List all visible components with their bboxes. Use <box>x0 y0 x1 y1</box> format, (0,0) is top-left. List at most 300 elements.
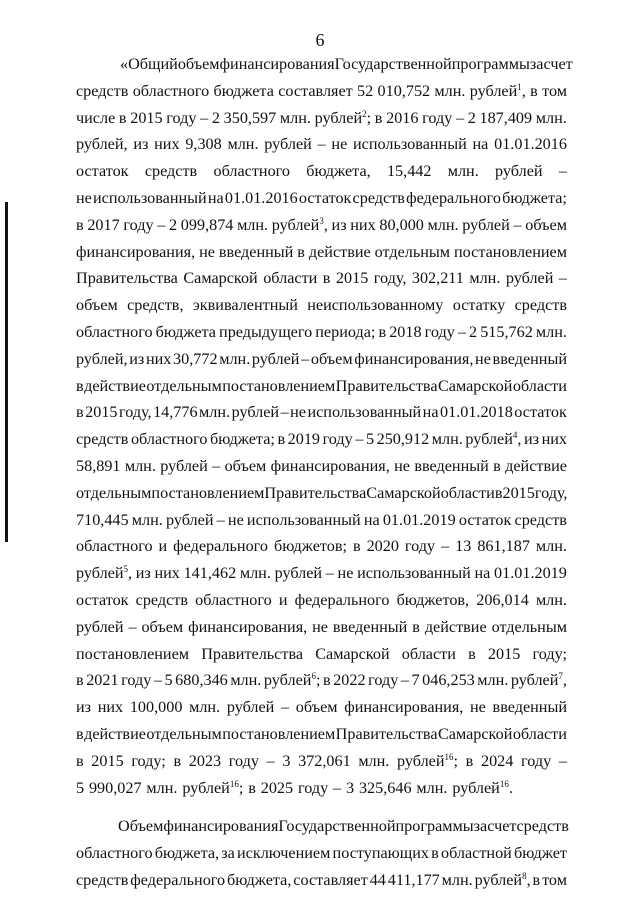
word: году <box>368 671 399 690</box>
word: остаток <box>76 162 129 181</box>
text-line <box>76 614 567 641</box>
word: в <box>494 483 503 502</box>
footnote-marker: 5 <box>123 564 129 575</box>
word: федерального <box>173 537 269 556</box>
word: отдельным <box>76 483 152 502</box>
word: Самарской <box>437 724 513 743</box>
word: в <box>532 870 541 889</box>
word: – <box>441 537 450 556</box>
word: 2015 <box>130 108 163 127</box>
word: остаток <box>458 510 512 529</box>
word: из <box>523 430 540 449</box>
word: финансирования, <box>354 349 474 368</box>
word: в <box>468 644 476 663</box>
word: Самарской <box>437 376 513 395</box>
word: – <box>200 108 209 127</box>
footnote-marker: 1 <box>517 81 522 92</box>
word: млн. <box>427 215 459 234</box>
word: в <box>76 403 84 422</box>
word: объем <box>295 698 338 717</box>
word: из <box>133 135 149 154</box>
word: средств <box>76 81 129 100</box>
word: использованный <box>353 135 467 154</box>
word: рублей <box>505 269 554 288</box>
text-line <box>76 775 567 802</box>
word: Государственной <box>334 55 452 73</box>
word: Правительства <box>201 644 304 663</box>
word: рублей$^5$, <box>76 564 133 583</box>
text-line <box>76 641 567 668</box>
word: них <box>97 698 124 717</box>
word: федерального <box>406 188 501 207</box>
word: областного <box>130 430 208 449</box>
word: использованный <box>307 403 422 422</box>
word: остаток <box>514 403 567 422</box>
word: – <box>400 671 409 690</box>
word: областного <box>76 844 153 863</box>
text-line <box>76 840 567 867</box>
word: млн. <box>477 671 509 690</box>
word: в <box>530 81 538 100</box>
text-line <box>76 319 567 346</box>
word: неиспользованному <box>307 296 444 315</box>
word: области <box>401 644 456 663</box>
word: отдельным <box>491 617 567 636</box>
word: 990,027 <box>88 778 142 797</box>
text-line <box>76 507 567 534</box>
word: – <box>157 215 166 234</box>
word: млн. <box>124 456 156 475</box>
word: в <box>374 108 383 127</box>
word: бюджета, <box>227 870 292 889</box>
word: в <box>322 671 331 690</box>
text-line <box>76 533 567 560</box>
word: том <box>542 81 567 100</box>
word: финансирования <box>163 817 279 836</box>
word: 350,597 <box>223 108 277 127</box>
word: году <box>166 108 197 127</box>
word: счет <box>543 55 573 73</box>
word: 9,308 <box>185 135 222 154</box>
word: Самарской <box>315 644 390 663</box>
word: постановлением <box>222 376 336 395</box>
word: млн. <box>358 751 390 770</box>
text-line <box>76 480 567 507</box>
paragraph <box>76 51 573 801</box>
word: бюджета <box>155 322 216 341</box>
word: финансирования <box>219 55 335 73</box>
word: 2025 <box>260 778 294 797</box>
word: рублей, <box>76 135 128 154</box>
word: не <box>337 564 354 583</box>
word: объем <box>141 617 184 636</box>
word: рублей$^2$; <box>314 108 372 127</box>
word: 099,874 <box>180 215 234 234</box>
word: на <box>363 510 380 529</box>
word: средств <box>514 510 567 529</box>
word: исключением <box>237 844 331 863</box>
text-line <box>76 78 567 105</box>
word: остаток <box>298 188 352 207</box>
word: – <box>325 564 334 583</box>
text-line <box>76 694 567 721</box>
word: действие <box>424 617 487 636</box>
word: – <box>355 430 364 449</box>
word: млн. <box>431 430 463 449</box>
word: средств <box>144 162 198 181</box>
word: средств <box>76 870 129 889</box>
word: средств, <box>127 296 184 315</box>
footnote-marker: 2 <box>362 108 367 119</box>
word: постановлением <box>222 724 336 743</box>
word: 710,445 <box>76 510 129 529</box>
text-line <box>76 158 567 185</box>
word: млн. <box>469 269 501 288</box>
word: млн. <box>447 162 479 181</box>
text-line <box>76 867 567 894</box>
word: из <box>331 215 347 234</box>
word: млн. <box>230 671 262 690</box>
text-line <box>76 748 567 775</box>
word: – <box>153 671 162 690</box>
word: федерального <box>294 590 390 609</box>
word: 861,187 <box>477 537 530 556</box>
word: рублей <box>226 698 275 717</box>
footnote-marker: 3 <box>319 215 324 226</box>
word: федерального <box>130 870 226 889</box>
footnote-marker: 4 <box>512 430 518 441</box>
word: них <box>154 135 180 154</box>
text-line <box>76 292 567 319</box>
word: году, <box>534 483 568 502</box>
word: Правительства <box>264 483 367 502</box>
word: – <box>513 215 522 234</box>
word: 2 <box>169 215 178 234</box>
word: 411,177 <box>387 870 440 889</box>
word: действие <box>84 724 146 743</box>
word: – <box>266 751 275 770</box>
text-line <box>76 346 567 373</box>
word: 14,776 <box>153 403 198 422</box>
word: них <box>541 430 567 449</box>
word: в <box>277 430 286 449</box>
word: году <box>422 108 453 127</box>
word: на <box>422 403 439 422</box>
word: за <box>529 55 544 73</box>
word: в <box>248 778 256 797</box>
word: них <box>154 564 180 583</box>
word: действие <box>308 242 371 261</box>
word: 13 <box>455 537 472 556</box>
word: – <box>333 778 342 797</box>
word: поступающих <box>332 844 429 863</box>
word: составляет <box>278 81 353 100</box>
word: финансирования, <box>76 242 196 261</box>
footnote-marker: 8 <box>522 870 527 881</box>
word: финансирования, <box>270 456 390 475</box>
word: рублей$^6$; <box>263 671 321 690</box>
word: году <box>322 430 353 449</box>
page-number: 6 <box>315 30 325 50</box>
word: 2015 <box>487 644 521 663</box>
word: 3 <box>282 751 291 770</box>
word: 2015 <box>502 483 535 502</box>
word: средств <box>352 188 405 207</box>
word: 2015 <box>335 269 369 288</box>
word: введенный <box>218 242 294 261</box>
word: 2023 <box>188 751 222 770</box>
word: рублей <box>231 403 280 422</box>
word: 302,211 <box>411 269 464 288</box>
word: 2 <box>467 108 476 127</box>
word: рублей <box>76 617 124 636</box>
word: рублей$^3$, <box>271 215 328 234</box>
word: 2024 <box>480 751 514 770</box>
word: рублей$^4$, <box>465 430 522 449</box>
word: – <box>212 456 221 475</box>
word: не <box>475 349 491 368</box>
word: предыдущего <box>219 322 313 341</box>
word: средств <box>135 590 189 609</box>
word: Правительства <box>335 376 438 395</box>
word: рублей <box>251 349 300 368</box>
word: не <box>227 510 244 529</box>
word: 7 <box>411 671 420 690</box>
word: млн. <box>535 590 567 609</box>
word: 2017 <box>87 215 120 234</box>
word: объем <box>310 349 353 368</box>
word: составляет <box>293 870 368 889</box>
word: 2021 <box>86 671 119 690</box>
word: 2 <box>211 108 220 127</box>
word: млн. <box>146 778 178 797</box>
word: Государственной <box>278 817 396 836</box>
word: не <box>199 242 215 261</box>
word: и <box>158 537 168 556</box>
word: млн. <box>434 81 466 100</box>
word: Правительства <box>76 269 178 288</box>
word: областного <box>213 162 291 181</box>
word: 2016 <box>386 108 419 127</box>
word: финансирования, <box>344 698 464 717</box>
word: 2 <box>469 322 478 341</box>
word: на <box>472 135 489 154</box>
word: объем <box>525 215 567 234</box>
text-line <box>76 426 567 453</box>
word: введенный <box>492 349 567 368</box>
text-line <box>76 185 567 212</box>
word: 01.01.2018 <box>439 403 513 422</box>
word: 80,000 <box>379 215 424 234</box>
word: рублей <box>160 456 208 475</box>
footnote-marker: 6 <box>311 671 316 682</box>
word: бюджетов; <box>273 537 347 556</box>
word: бюджета, <box>154 844 220 863</box>
word: бюджета, <box>306 162 371 181</box>
word: из <box>76 698 92 717</box>
word: не <box>394 456 410 475</box>
word: млн. <box>227 135 259 154</box>
word: – <box>301 349 310 368</box>
word: Самарской <box>366 483 441 502</box>
word: рублей$^8$, <box>474 870 531 889</box>
word: области <box>512 724 567 743</box>
word: использованный <box>246 510 361 529</box>
word: отдельным <box>374 242 451 261</box>
word: областного <box>76 322 153 341</box>
word: млн. <box>535 322 567 341</box>
text-line <box>76 399 567 426</box>
word: в <box>297 242 305 261</box>
text-line <box>76 131 567 158</box>
paragraph <box>76 813 567 893</box>
word: в <box>76 376 84 395</box>
word: объем <box>76 296 118 315</box>
word: областной <box>440 844 512 863</box>
word: 30,772 <box>173 349 218 368</box>
word: них <box>145 349 172 368</box>
word: в <box>76 671 84 690</box>
text-line <box>76 105 567 132</box>
word: использованный <box>357 564 471 583</box>
word: 2020 <box>366 537 399 556</box>
word: 206,014 <box>476 590 529 609</box>
word: в <box>118 108 127 127</box>
word: Самарской <box>183 269 258 288</box>
word: – <box>558 162 567 181</box>
word: 2019 <box>287 430 321 449</box>
word: том <box>542 870 567 889</box>
word: 187,409 <box>479 108 533 127</box>
word: – <box>216 510 225 529</box>
word: рублей, <box>76 349 128 368</box>
word: млн. <box>219 349 251 368</box>
word: 2015 <box>91 751 124 770</box>
word: постановлением <box>76 644 190 663</box>
word: Правительства <box>335 724 438 743</box>
text-line <box>76 587 567 614</box>
word: рублей$^1$, <box>469 81 526 100</box>
word: использованный <box>93 188 207 207</box>
word: из <box>135 564 151 583</box>
word: 5 <box>164 671 173 690</box>
word: в <box>412 617 420 636</box>
word: году <box>121 671 152 690</box>
word: Объем <box>118 817 164 836</box>
word: в <box>352 537 361 556</box>
word: не <box>290 403 306 422</box>
word: – <box>558 751 567 770</box>
word: году <box>520 751 552 770</box>
text-line <box>76 453 567 480</box>
word: остаток <box>76 590 129 609</box>
word: – <box>455 108 465 127</box>
word: области <box>512 376 567 395</box>
word: в <box>76 724 84 743</box>
word: млн. <box>535 108 567 127</box>
word: введенный <box>332 617 408 636</box>
footnote-marker: 16 <box>444 751 454 762</box>
text-line <box>76 667 567 694</box>
word: действие <box>505 456 567 475</box>
word: периода; <box>315 322 376 341</box>
word: счет <box>487 817 517 836</box>
word: 5 <box>365 430 375 449</box>
word: программы <box>451 55 530 73</box>
word: введенный <box>492 698 567 717</box>
word: рублей$^{16}$; <box>182 778 244 797</box>
word: в <box>431 844 439 863</box>
text-line <box>76 51 573 78</box>
word: 372,061 <box>298 751 351 770</box>
word: постановлением <box>151 483 265 502</box>
word: «Общий <box>120 55 178 73</box>
word: действие <box>84 376 146 395</box>
text-line <box>76 265 567 292</box>
word: 680,346 <box>175 671 228 690</box>
footnote-marker: 16 <box>499 778 509 789</box>
word: рублей$^{16}$. <box>452 778 513 797</box>
word: бюджет <box>514 844 567 863</box>
footnote-marker: 7 <box>558 671 563 682</box>
paragraph-gap <box>76 801 567 813</box>
word: 325,646 <box>358 778 412 797</box>
word: в <box>465 751 474 770</box>
text-line <box>76 813 567 840</box>
word: в <box>76 215 84 234</box>
word: млн. <box>237 215 269 234</box>
word: средств <box>514 296 567 315</box>
text-line <box>76 560 567 587</box>
word: млн. <box>441 870 473 889</box>
word: 01.01.2016 <box>494 135 567 154</box>
word: году, <box>373 269 407 288</box>
word: рублей <box>165 510 214 529</box>
word: объем <box>224 456 267 475</box>
word: эквивалентный <box>192 296 298 315</box>
text-line <box>76 212 567 239</box>
word: в <box>378 322 387 341</box>
word: в <box>173 751 182 770</box>
word: в <box>493 456 501 475</box>
word: средств <box>516 817 569 836</box>
word: на <box>474 564 491 583</box>
word: за <box>473 817 488 836</box>
word: млн. <box>199 403 231 422</box>
word: году <box>123 215 154 234</box>
word: – <box>280 403 289 422</box>
word: – <box>457 322 466 341</box>
word: не <box>312 617 328 636</box>
word: и <box>278 590 288 609</box>
word: рублей <box>462 215 510 234</box>
word: рублей <box>274 564 323 583</box>
text-line <box>76 239 567 266</box>
word: в <box>322 269 331 288</box>
word: 01.01.2016 <box>224 188 298 207</box>
word: за <box>221 844 235 863</box>
word: млн. <box>416 778 448 797</box>
footnote-marker: 16 <box>229 778 239 789</box>
word: области <box>440 483 495 502</box>
word: рублей <box>495 162 543 181</box>
word: бюджета <box>213 81 274 100</box>
word: введенный <box>414 456 489 475</box>
word: году; <box>532 644 567 663</box>
word: объем <box>177 55 220 73</box>
word: 01.01.2019 <box>494 564 567 583</box>
word: области <box>263 269 318 288</box>
